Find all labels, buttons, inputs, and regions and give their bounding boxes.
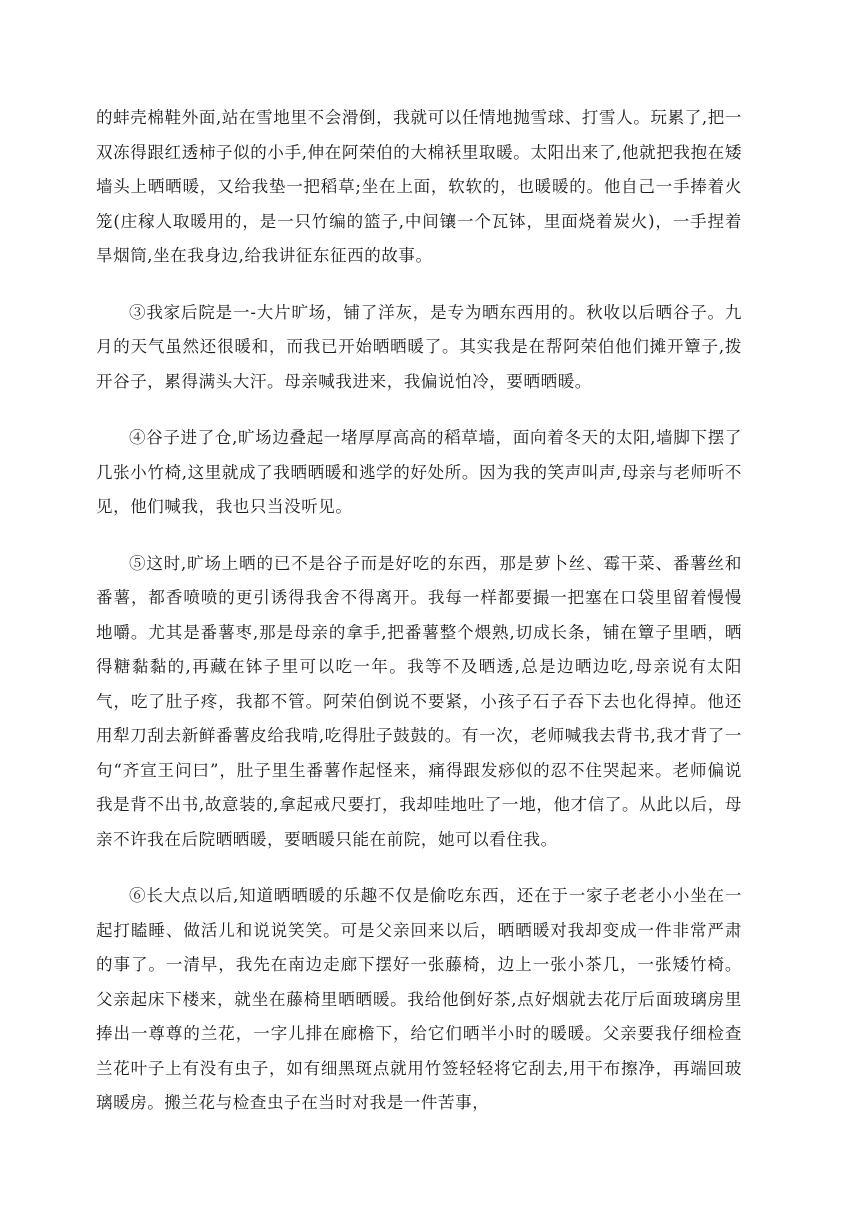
paragraph-6: ⑥长大点以后,知道晒晒暖的乐趣不仅是偷吃东西，还在于一家子老老小小坐在一起打瞌睡、做活儿和说说笑笑。可是父亲回来以后，晒晒暖对我却变成一件非常严肃的事了。一清早，我先在南边走廊下摆好一张藤椅，边上一张小茶几，一张矮竹椅。父亲起床下楼来，就坐在藤椅里晒晒暖。我给他倒好茶,点好烟就去花厅后面玻璃房里捧出一尊尊的兰花，一字儿排在廊檐下，给它们晒半小时的暖暖。父亲要我仔细检查兰花叶子上有没有虫子，如有细黑斑点就用竹签轻轻将它刮去,用干布擦净，再端回玻璃暖房。搬兰花与检查虫子在当时对我是一件苦事， [96,886,742,1112]
paragraph-3: ③我家后院是一-大片旷场，铺了洋灰，是专为晒东西用的。秋收以后晒谷子。九月的天气虽然还很暖和，而我已开始晒晒暖了。其实我是在帮阿荣伯他们摊开簟子,拨开谷子，累得满头大汗。母亲喊我进来，我偏说怕冷，要晒晒暖。 [96,302,742,391]
document-page [96,101,742,1143]
paragraph-4: ④谷子进了仓,旷场边叠起一堵厚厚高高的稻草墙，面向着冬天的太阳,墙脚下摆了几张小竹椅,这里就成了我晒晒暖和逃学的好处所。因为我的笑声叫声,母亲与老师听不见，他们喊我，我也只当没听见。 [96,428,742,516]
paragraph-5: ⑤这时,旷场上晒的已不是谷子而是好吃的东西，那是萝卜丝、霉干菜、番薯丝和番薯，都香喷喷的更引诱得我舍不得离开。我每一样都要撮一把塞在口袋里留着慢慢地嚼。尤其是番薯枣,那是母亲的拿手,把番薯整个煨熟,切成长条，铺在簟子里晒，晒得糖黏黏的,再藏在钵子里可以吃一年。我等不及晒透,总是边晒边吃,母亲说有太阳气，吃了肚子疼，我都不管。阿荣伯倒说不要紧，小孩子石子吞下去也化得掉。他还用犁刀刮去新鲜番薯皮给我啃,吃得肚子鼓鼓的。有一次，老师喊我去背书,我才背了一句“齐宣王问曰”，肚子里生番薯作起怪来，痛得跟发痧似的忍不住哭起来。老师偏说我是背不出书,故意装的,拿起戒尺要打，我却哇地吐了一地，他才信了。从此以后，母亲不许我在后院晒晒暖，要晒暖只能在前院，她可以看住我。 [96,553,742,849]
paragraph-continuation: 的蚌壳棉鞋外面,站在雪地里不会滑倒，我就可以任情地抛雪球、打雪人。玩累了,把一双冻得跟红透柿子似的小手,伸在阿荣伯的大棉袄里取暖。太阳出来了,他就把我抱在矮墙头上晒晒暖，又给我垫一把稻草;坐在上面，软软的，也暖暖的。他自己一手捧着火笼(庄稼人取暖用的，是一只竹编的篮子,中间镶一个瓦钵，里面烧着炭火)，一手捏着旱烟筒,坐在我身边,给我讲征东征西的故事。 [96,108,742,265]
